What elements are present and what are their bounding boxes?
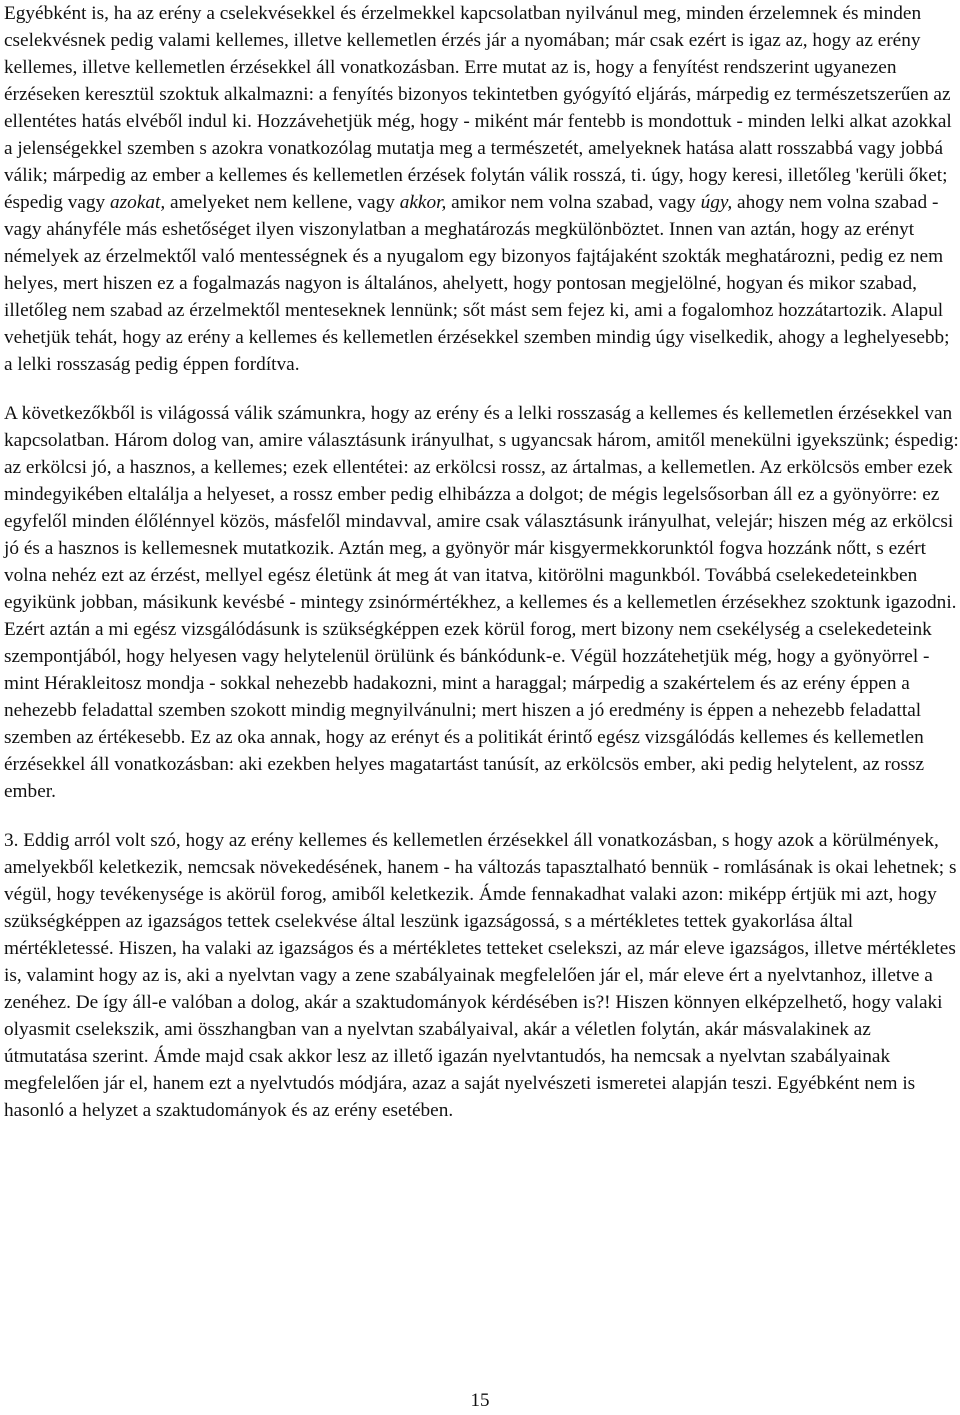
- italic-word-ugy: úgy,: [700, 192, 733, 213]
- paragraph-1: [4, 0, 959, 378]
- page-number: 15: [470, 1390, 490, 1411]
- paragraph-2-text: A következőkből is világossá válik számunkra, hogy az erény és a lelki rosszaság a kellemes és kellemetlen érzésekkel van kapcsolatban. Három dolog van, amire választásunk irányulhat, s ugyancsak három, amitől menekülni igyekszünk; éspedig: az erkölcsi jó, a hasznos, a kellemes; ezek ellentétei: az erkölcsi rossz, az ártalmas, a kellemetlen. Az erkölcsös ember ezek mindegyikében eltalálja a helyeset, a rossz ember pedig elhibázza a dolgot; de mégis legelsősorban áll ez a gyönyörre: ez egyfelől minden élőlénnyel közös, másfelől mindavval, amire csak választásunk irányulhat, velejár; hiszen még az erkölcsi jó és a hasznos is kellemesnek mutatkozik. Aztán meg, a gyönyör már kisgyermekkorunktól fogva hozzánk nőtt, s ezért volna nehéz ezt az érzést, mellyel egész életünk át meg át van itatva, kitörölni magunkból. Továbbá cselekedeteinkben egyikünk jobban, másikunk kevésbé - mintegy zsinórmértékhez, a kellemes és a kellemetlen érzésekhez szoktunk igazodni. Ezért aztán a mi egész vizsgálódásunk is szükségképpen ezek körül forog, mert bizony nem csekélység a cselekedeteink szempontjából, hogy helyesen vagy helytelenül örülünk és bánkódunk-e. Végül hozzátehetjük még, hogy a gyönyörrel - mint Hérakleitosz mondja - sokkal nehezebb hadakozni, mint a haraggal; márpedig a szakértelem és az erény éppen a nehezebb feladattal szemben szokott mindig megnyilvánulni; mert hiszen a jó eredmény is éppen a nehezebb feladattal szemben az értékesebb. Ez az oka annak, hogy az erényt és a politikát érintő egész vizsgálódás kellemes és kellemetlen érzésekkel áll vonatkozásban: aki ezekben helyes magatartást tanúsít, az erkölcsös ember, aki pedig helytelent, az rossz ember.: [4, 403, 959, 802]
- paragraph-2: [4, 400, 959, 805]
- document-page: [4, 0, 959, 1124]
- paragraph-3: [4, 827, 959, 1124]
- paragraph-1-text: ahogy nem volna szabad - vagy ahányféle más eshetőséget ilyen viszonylatban a meghatározás megkülönböztet. Innen van aztán, hogy az erényt némelyek az érzelmektől való mentességnek és a nyugalom egy bizonyos fajtájaként szokták meghatározni, pedig ez nem helyes, mert hiszen ez a fogalmazás nagyon is általános, ahelyett, hogy pontosan megjelölné, hogyan és mikor szabad, illetőleg nem szabad az érzelmektől menteseknek lennünk; sőt mást sem fejez ki, ami a fogalomhoz hozzátartozik. Alapul vehetjük tehát, hogy az erény a kellemes és kellemetlen érzésekkel szemben mindig úgy viselkedik, ahogy a leghelyesebb; a lelki rosszaság pedig éppen fordítva.: [4, 192, 950, 375]
- paragraph-1-text: Egyébként is, ha az erény a cselekvésekkel és érzelmekkel kapcsolatban nyilvánul meg, minden érzelemnek és minden cselekvésnek pedig valami kellemes, illetve kellemetlen érzés jár a nyomában; már csak ezért is igaz az, hogy az erény kellemes, illetve kellemetlen érzésekkel áll vonatkozásban. Erre mutat az is, hogy a fenyítést rendszerint ugyanezen érzéseken keresztül szoktuk alkalmazni: a fenyítés bizonyos tekintetben gyógyító eljárás, márpedig ez természetszerűen az ellentétes hatás elvéből indul ki. Hozzávehetjük még, hogy - miként már fentebb is mondottuk - minden lelki alkat azokkal a jelenségekkel szemben s azokra vonatkozólag mutatja meg a természetét, amelyeknek hatása alatt rosszabbá vagy jobbá válik; márpedig az ember a kellemes és kellemetlen érzések folytán válik rosszá, ti. úgy, hogy keresi, illetőleg 'kerüli őket; éspedig vagy: [4, 3, 952, 213]
- italic-word-azokat: azokat,: [110, 192, 166, 213]
- paragraph-1-text: amelyeket nem kellene, vagy: [165, 192, 400, 213]
- paragraph-3-text: 3. Eddig arról volt szó, hogy az erény kellemes és kellemetlen érzésekkel áll vonatkozásban, s hogy azok a körülmények, amelyekből keletkezik, nemcsak növekedésének, hanem - ha változás tapasztalható bennük - romlásának is okai lehetnek; s végül, hogy tevékenysége is akörül forog, amiből keletkezik. Ámde fennakadhat valaki azon: miképp értjük mi azt, hogy szükségképpen az igazságos tettek cselekvése által leszünk igazságossá, s a mértékletes tettek gyakorlása által mértékletessé. Hiszen, ha valaki az igazságos és a mértékletes tetteket cselekszi, az már eleve igazságos, illetve mértékletes is, valamint hogy az is, aki a nyelvtan vagy a zene szabályainak megfelelően jár el, már eleve ért a nyelvtanhoz, illetve a zenéhez. De így áll-e valóban a dolog, akár a szaktudományok kérdésében is?! Hiszen könnyen elképzelhető, hogy valaki olyasmit cselekszik, ami összhangban van a nyelvtan szabályaival, akár a véletlen folytán, akár másvalakinek az útmutatása szerint. Ámde majd csak akkor lesz az illető igazán nyelvtantudós, ha nemcsak a nyelvtan szabályainak megfelelően jár el, hanem ezt a nyelvtudós módjára, azaz a saját nyelvészeti ismeretei alapján teszi. Egyébként nem is hasonló a helyzet a szaktudományok és az erény esetében.: [4, 830, 957, 1121]
- italic-word-akkor: akkor,: [399, 192, 447, 213]
- paragraph-1-text: amikor nem volna szabad, vagy: [446, 192, 701, 213]
